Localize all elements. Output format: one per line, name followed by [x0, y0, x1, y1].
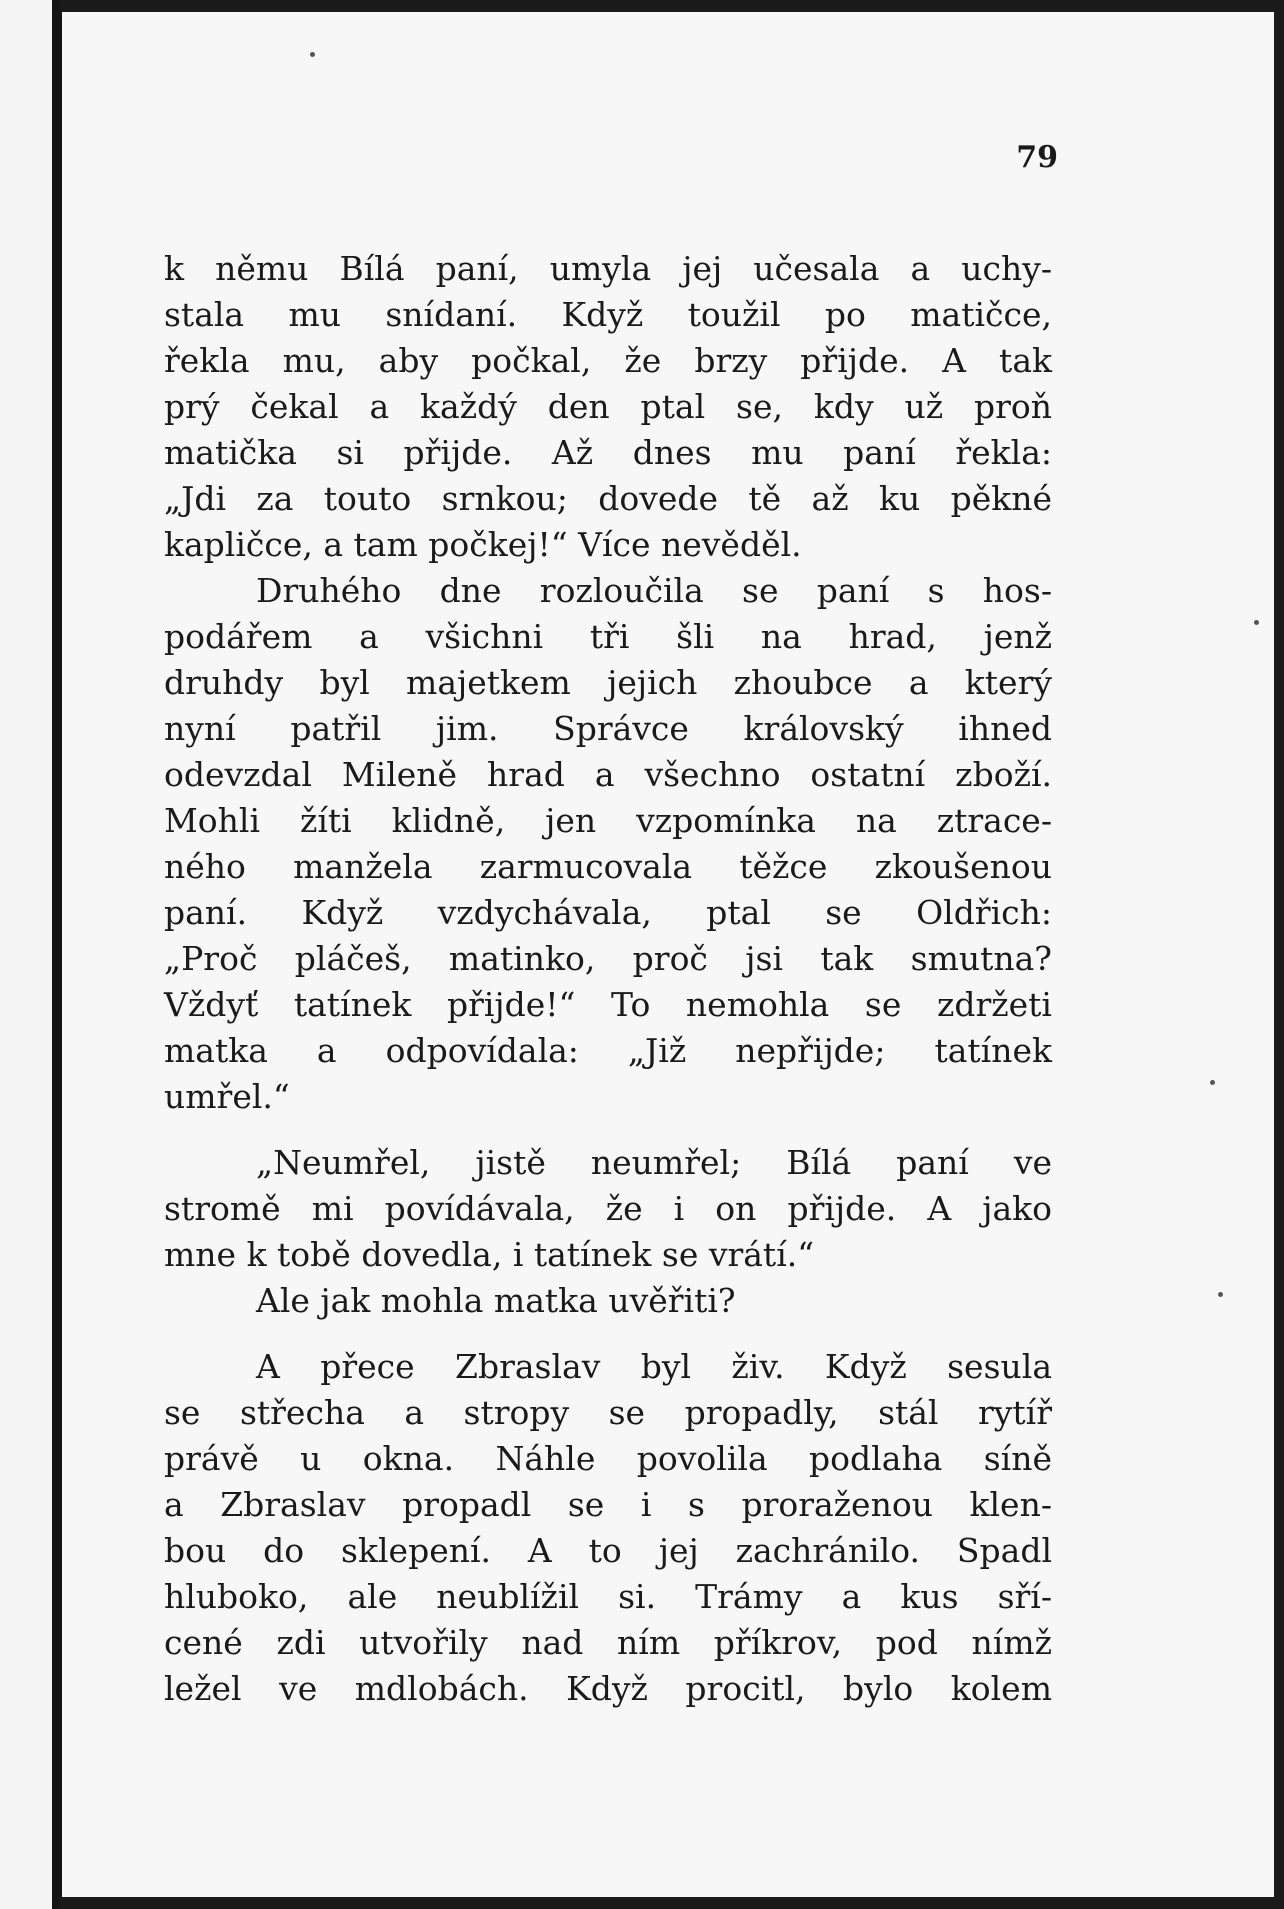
text-line: právě u okna. Náhle povolila podlaha síně [164, 1439, 1052, 1478]
text-line: mne k tobě dovedla, i tatínek se vrátí.“ [164, 1235, 815, 1274]
left-page-edge [52, 0, 62, 1909]
text-line: nyní patřil jim. Správce královský ihned [164, 709, 1052, 748]
text-line: druhdy byl majetkem jejich zhoubce a který [164, 663, 1052, 702]
dust-speck [1210, 1080, 1215, 1085]
text-line: hluboko, ale neublížil si. Trámy a kus sří- [164, 1577, 1052, 1616]
text-line: Mohli žíti klidně, jen vzpomínka na ztrace- [164, 801, 1052, 840]
text-line: stromě mi povídávala, že i on přijde. A jako [164, 1189, 1052, 1228]
right-scan-border [1274, 0, 1284, 1909]
text-line: se střecha a stropy se propadly, stál rytíř [164, 1393, 1052, 1432]
top-scan-border [60, 0, 1284, 12]
dust-speck [310, 52, 315, 57]
page-number: 79 [1016, 140, 1058, 175]
text-line: „Neumřel, jistě neumřel; Bílá paní ve [256, 1143, 1052, 1182]
text-line: ného manžela zarmucovala těžce zkoušenou [164, 847, 1052, 886]
text-line: ležel ve mdlobách. Když procitl, bylo kolem [164, 1669, 1052, 1708]
text-line: prý čekal a každý den ptal se, kdy už proň [164, 387, 1052, 426]
dust-speck [1254, 620, 1259, 625]
text-line: „Jdi za touto srnkou; dovede tě až ku pěkné [164, 479, 1052, 518]
text-line: stala mu snídaní. Když toužil po matičce, [164, 295, 1052, 334]
text-line: paní. Když vzdychávala, ptal se Oldřich: [164, 893, 1052, 932]
body-text [164, 246, 1052, 1712]
paragraph-gap [164, 1324, 1052, 1344]
text-line: k němu Bílá paní, umyla jej učesala a uchy- [164, 249, 1052, 288]
text-line: A přece Zbraslav byl živ. Když sesula [256, 1347, 1052, 1386]
text-line: kapličce, a tam počkej!“ Více nevěděl. [164, 525, 802, 564]
text-line: Vždyť tatínek přijde!“ To nemohla se zdržeti [164, 985, 1052, 1024]
text-line: a Zbraslav propadl se i s proraženou klen- [164, 1485, 1052, 1524]
text-line: Ale jak mohla matka uvěřiti? [256, 1281, 736, 1320]
text-line: matka a odpovídala: „Již nepřijde; tatínek [164, 1031, 1052, 1070]
facing-page-strip [0, 0, 60, 1909]
text-line: podářem a všichni tři šli na hrad, jenž [164, 617, 1052, 656]
paragraph-gap [164, 1120, 1052, 1140]
text-line: Druhého dne rozloučila se paní s hos- [256, 571, 1052, 610]
text-line: bou do sklepení. A to jej zachránilo. Spadl [164, 1531, 1052, 1570]
text-line: odevzdal Mileně hrad a všechno ostatní zboží. [164, 755, 1052, 794]
text-line: matička si přijde. Až dnes mu paní řekla: [164, 433, 1052, 472]
text-line: umřel.“ [164, 1077, 290, 1116]
text-line: „Proč pláčeš, matinko, proč jsi tak smutna? [164, 939, 1052, 978]
text-line: cené zdi utvořily nad ním příkrov, pod nímž [164, 1623, 1052, 1662]
bottom-scan-border [60, 1897, 1284, 1909]
dust-speck [1218, 1292, 1223, 1297]
text-line: řekla mu, aby počkal, že brzy přijde. A tak [164, 341, 1052, 380]
